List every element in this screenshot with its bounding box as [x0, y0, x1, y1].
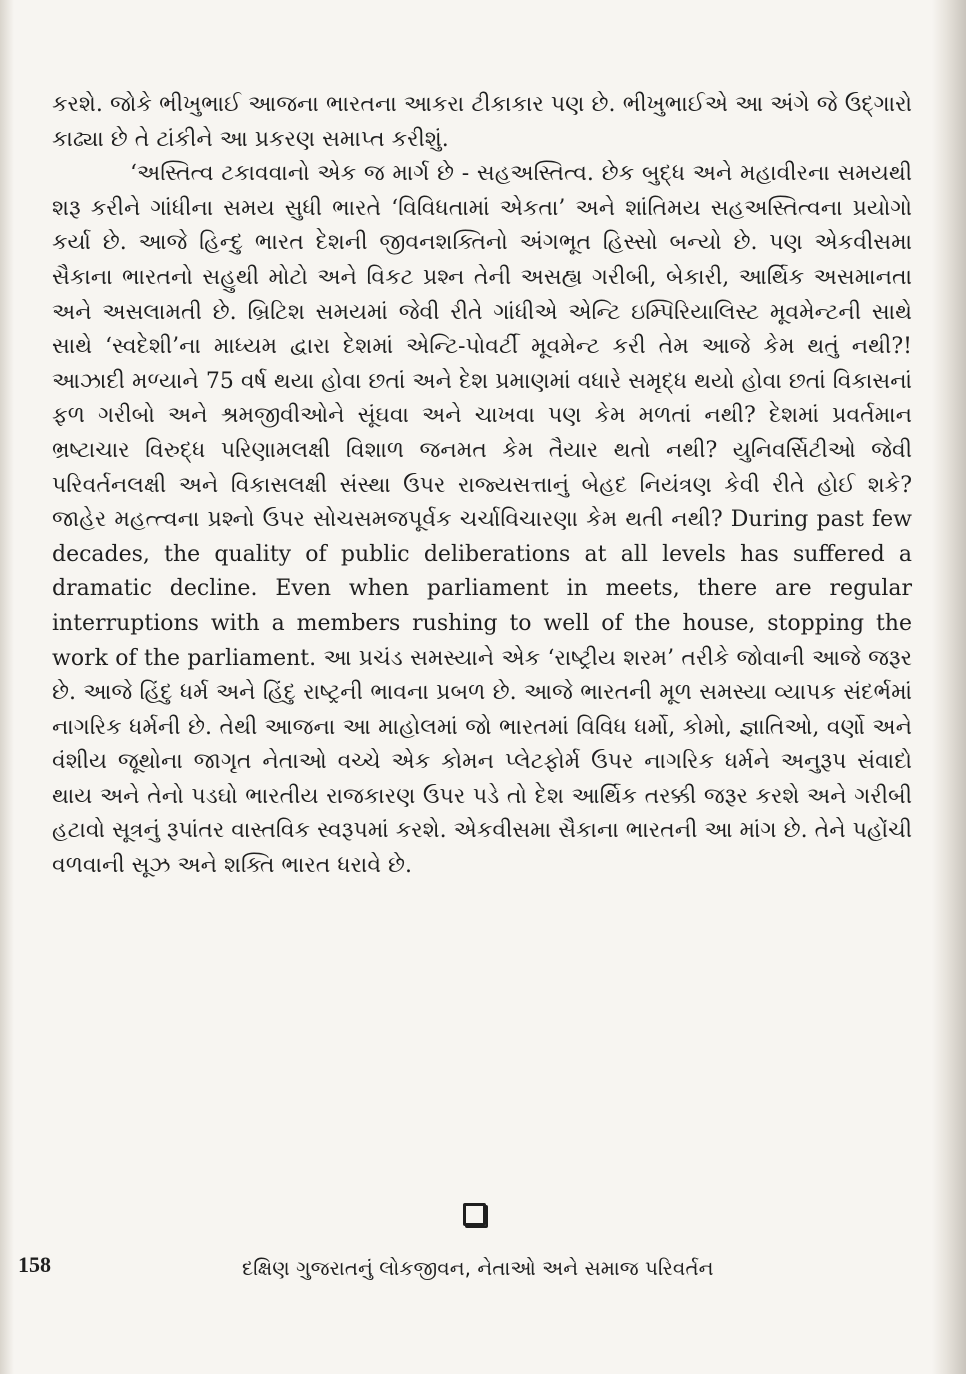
paragraph-intro: કરશે. જોકે ભીખુભાઈ આજના ભારતના આકરા ટીકાકાર પણ છે. ભીખુભાઈએ આ અંગે જે ઉદ્ગારો કાઢ્યા છે તે ટાંકીને આ પ્રકરણ સમાપ્ત કરીશું.: [52, 92, 912, 152]
section-end-square-icon: [463, 1203, 486, 1226]
running-title: દક્ષિણ ગુજરાતનું લોકજીવન, નેતાઓ અને સમાજ પરિવર્તન: [242, 1256, 714, 1280]
page-footer: [18, 1252, 938, 1292]
page-shadow-right: [932, 0, 966, 1374]
page-shadow-left: [0, 0, 14, 1374]
paragraph-quote: ‘અસ્તિત્વ ટકાવવાનો એક જ માર્ગ છે - સહઅસ્તિત્વ. છેક બુદ્ધ અને મહાવીરના સમયથી શરૂ કરીને ગાંધીના સમય સુધી ભારતે ‘વિવિધતામાં એકતા’ અને શાંતિમય સહઅસ્તિત્વના પ્રયોગો કર્યા છે. આજે હિન્દુ ભારત દેશની જીવનશક્તિનો અંગભૂત હિસ્સો બન્યો છે. પણ એકવીસમા સૈકાના ભારતનો સહુથી મોટો અને વિકટ પ્રશ્ન તેની અસહ્ય ગરીબી, બેકારી, આર્થિક અસમાનતા અને અસલામતી છે. બ્રિટિશ સમયમાં જેવી રીતે ગાંધીએ એન્ટિ ઇમ્પિરિયાલિસ્ટ મૂવમેન્ટની સાથે સાથે ‘સ્વદેશી’ના માધ્યમ દ્વારા દેશમાં એન્ટિ-પોવર્ટી મૂવમેન્ટ કરી તેમ આજે કેમ થતું નથી?! આઝાદી મળ્યાને 75 વર્ષ થયા હોવા છતાં અને દેશ પ્રમાણમાં વધારે સમૃદ્ધ થયો હોવા છતાં વિકાસનાં ફળ ગરીબો અને શ્રમજીવીઓને સૂંઘવા અને ચાખવા પણ કેમ મળતાં નથી? દેશમાં પ્રવર્તમાન ભ્રષ્ટાચાર વિરુદ્ધ પરિણામલક્ષી વિશાળ જનમત કેમ તૈયાર થતો નથી? યુનિવર્સિટીઓ જેવી પરિવર્તનલક્ષી અને વિકાસલક્ષી સંસ્થા ઉપર રાજ્યસત્તાનું બેહદ નિયંત્રણ કેવી રીતે હોઈ શકે? જાહેર મહત્ત્વના પ્રશ્નો ઉપર સોચસમજપૂર્વક ચર્ચાવિચારણા કેમ થતી નથી? During past few decades, the quality of public deliberations at all levels has suffered a dramatic decline. Even when parliament in meets, there are regular interruptions with a members rushing to well of the house, stopping the work of the parliament. આ પ્રચંડ સમસ્યાને એક ‘રાષ્ટ્રીય શરમ’ તરીકે જોવાની આજે જરૂર છે. આજે હિંદુ ધર્મ અને હિંદુ રાષ્ટ્રની ભાવના પ્રબળ છે. આજે ભારતની મૂળ સમસ્યા વ્યાપક સંદર્ભમાં નાગરિક ધર્મની છે. તેથી આજના આ માહોલમાં જો ભારતમાં વિવિધ ધર્મો, કોમો, જ્ઞાતિઓ, વર્ણો અને વંશીય જૂથોના જાગૃત નેતાઓ વચ્ચે એક કોમન પ્લેટફોર્મ ઉપર નાગરિક ધર્મને અનુરૂપ સંવાદો થાય અને તેનો પડઘો ભારતીય રાજકારણ ઉપર પડે તો દેશ આર્થિક તરક્કી જરૂર કરશે અને ગરીબી હટાવો સૂત્રનું રૂપાંતર વાસ્તવિક સ્વરૂપમાં કરશે. એકવીસમા સૈકાના ભારતની આ માંગ છે. તેને પહોંચી વળવાની સૂઝ અને શક્તિ ભારત ધરાવે છે.: [52, 161, 912, 879]
body-text: [52, 88, 912, 884]
page-number: 158: [18, 1252, 51, 1277]
